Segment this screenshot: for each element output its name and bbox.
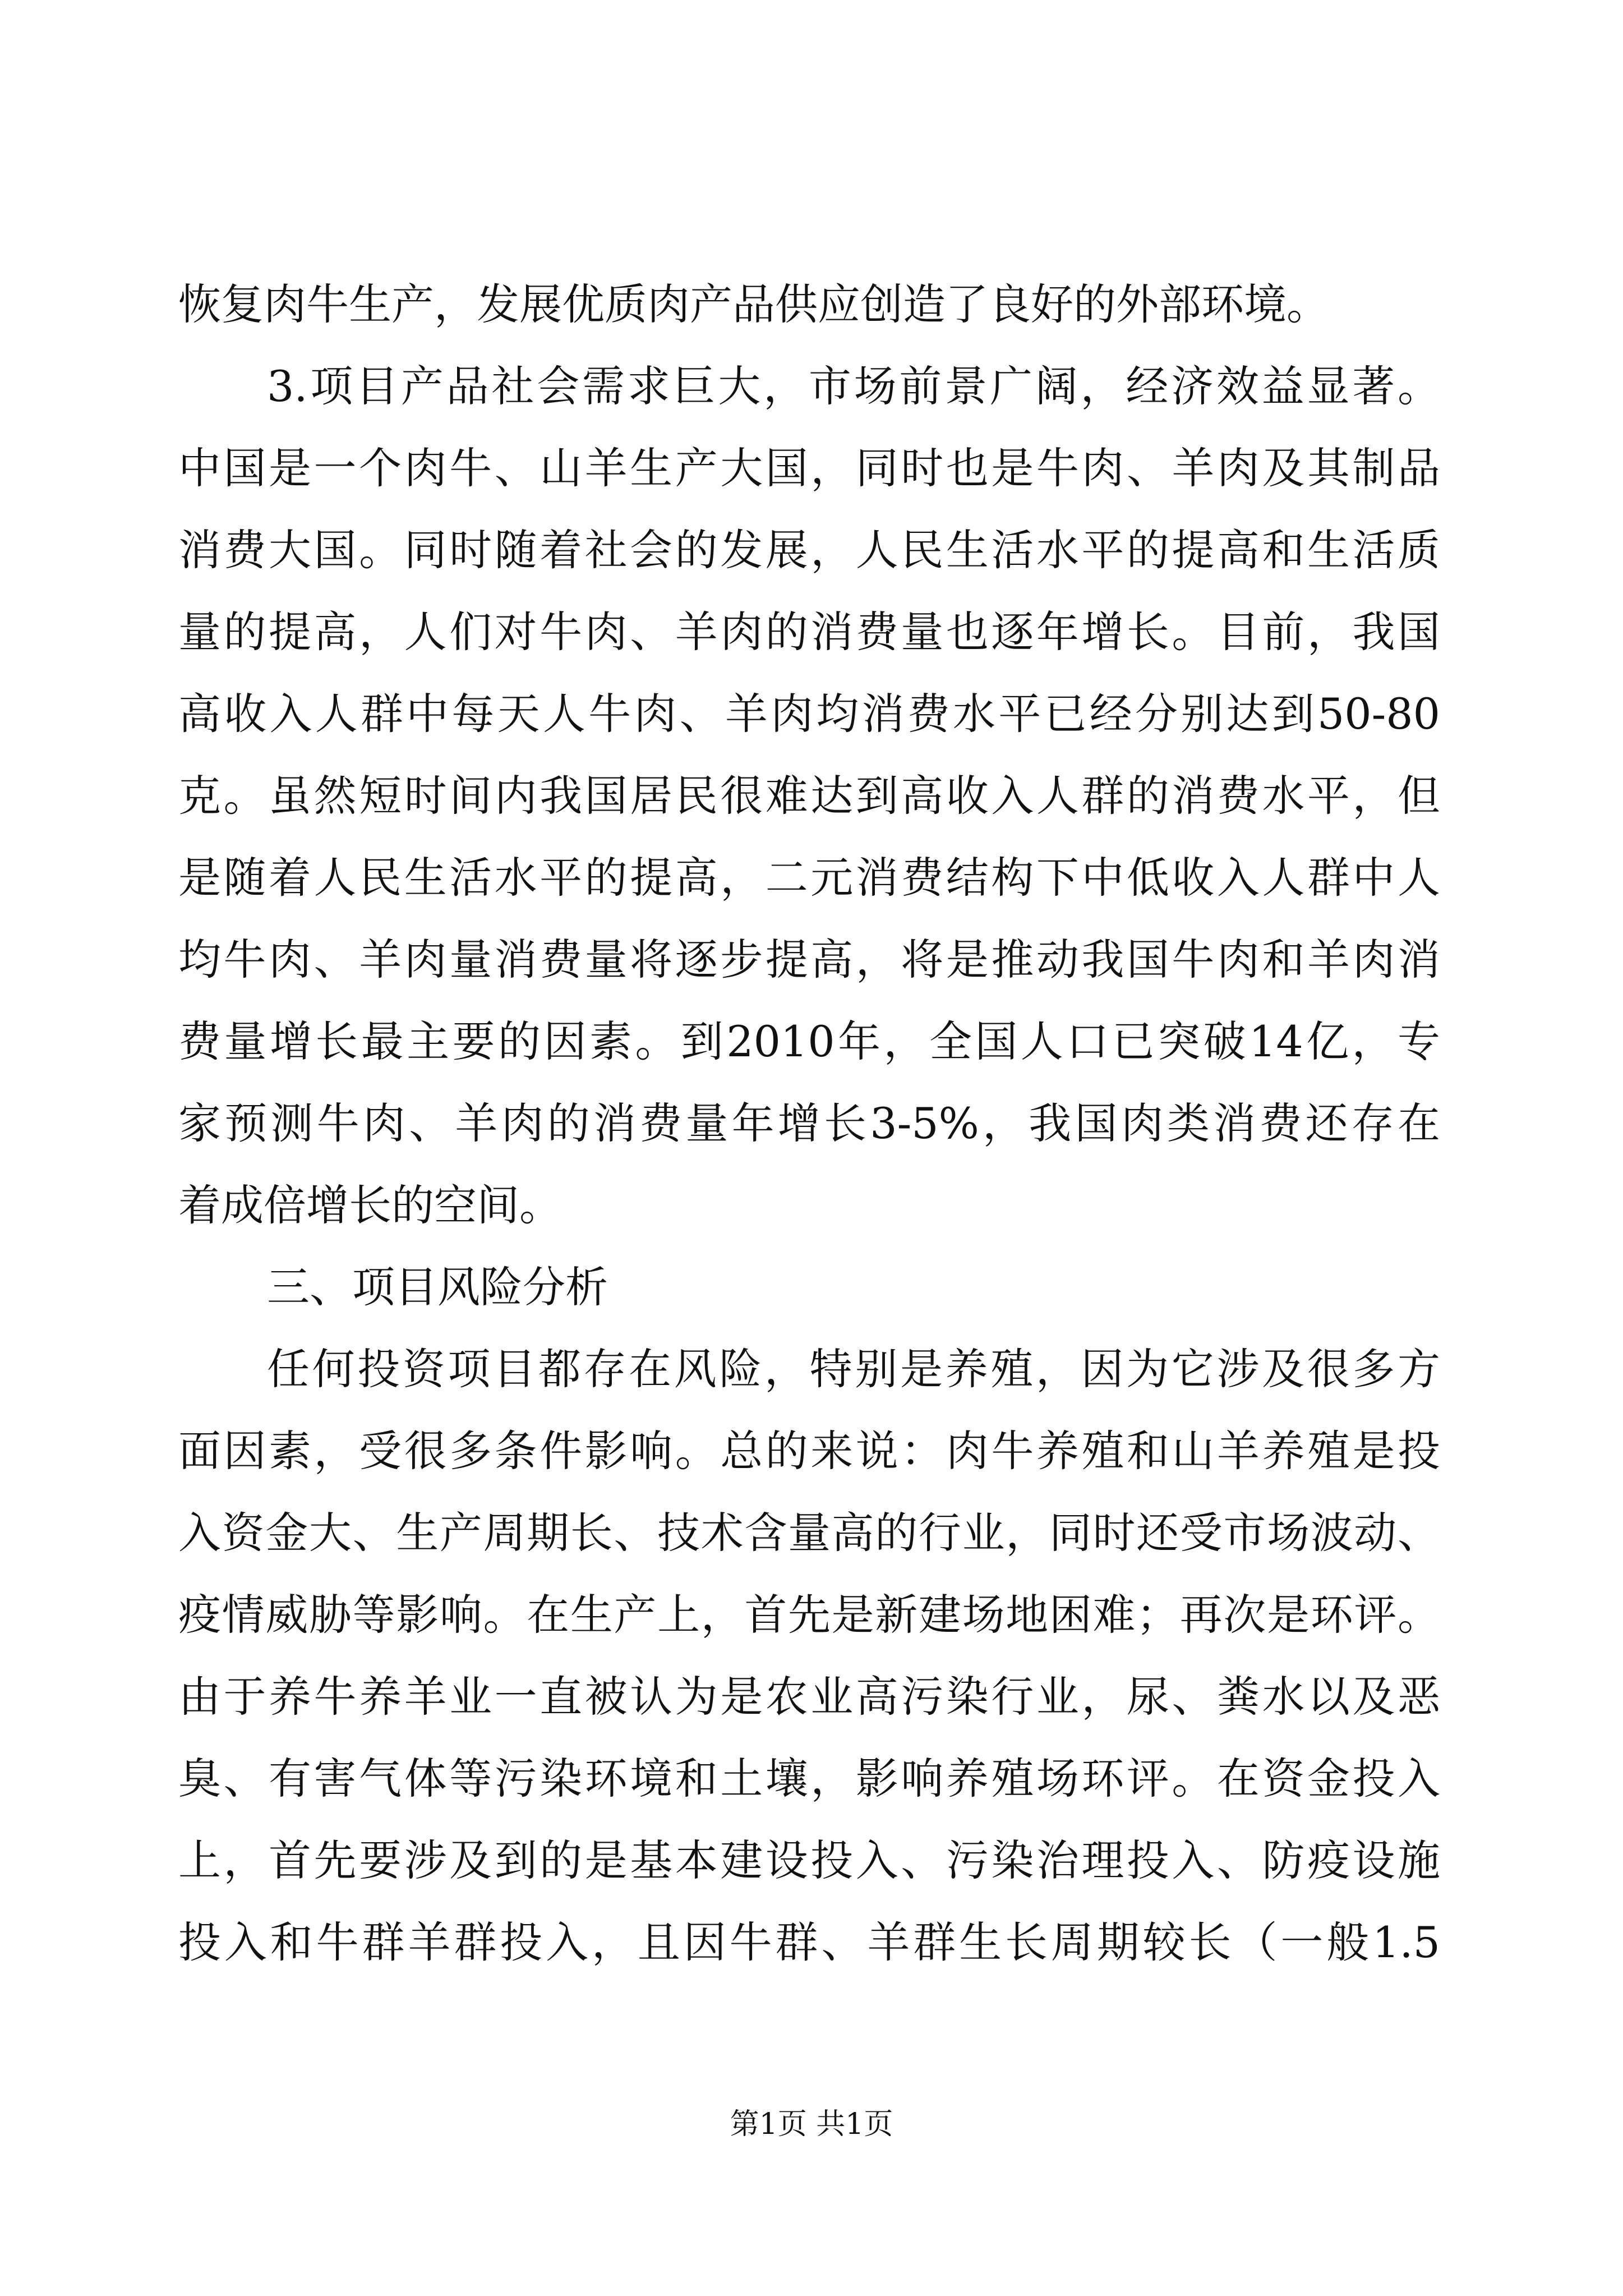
body-text [178,264,1440,1984]
text-line: 是随着人民生活水平的提高，二元消费结构下中低收入人群中人 [178,853,1440,903]
text-line: 均牛肉、羊肉量消费量将逐步提高，将是推动我国牛肉和羊肉消 [178,935,1440,984]
text-line: 投入和牛群羊群投入，且因牛群、羊群生长周期较长（一般1.5 [178,1917,1440,1967]
text-line: 恢复肉牛生产，发展优质肉产品供应创造了良好的外部环境。 [178,279,1329,329]
page-footer [0,2105,1623,2144]
text-line: 着成倍增长的空间。 [178,1180,562,1230]
text-line: 3.项目产品社会需求巨大，市场前景广阔，经济效益显著。 [267,361,1440,411]
text-line: 高收入人群中每天人牛肉、羊肉均消费水平已经分别达到50-80 [178,689,1440,739]
text-line: 家预测牛肉、羊肉的消费量年增长3-5%，我国肉类消费还存在 [178,1098,1440,1148]
text-line: 费量增长最主要的因素。到2010年，全国人口已突破14亿，专 [178,1016,1440,1066]
text-line: 面因素，受很多条件影响。总的来说：肉牛养殖和山羊养殖是投 [178,1426,1440,1476]
text-line: 量的提高，人们对牛肉、羊肉的消费量也逐年增长。目前，我国 [178,607,1440,657]
text-line: 任何投资项目都存在风险，特别是养殖，因为它涉及很多方 [267,1344,1440,1394]
page-number-label: 第1页 共1页 [730,2108,893,2141]
text-line: 疫情威胁等影响。在生产上，首先是新建场地困难；再次是环评。 [178,1590,1440,1640]
text-line: 克。虽然短时间内我国居民很难达到高收入人群的消费水平，但 [178,771,1440,821]
text-line: 消费大国。同时随着社会的发展，人民生活水平的提高和生活质 [178,525,1440,575]
text-line: 由于养牛养羊业一直被认为是农业高污染行业，尿、粪水以及恶 [178,1672,1440,1722]
text-line: 中国是一个肉牛、山羊生产大国，同时也是牛肉、羊肉及其制品 [178,443,1440,493]
text-line: 入资金大、生产周期长、技术含量高的行业，同时还受市场波动、 [178,1508,1440,1558]
section-heading: 三、项目风险分析 [267,1262,608,1312]
text-line: 臭、有害气体等污染环境和土壤，影响养殖场环评。在资金投入 [178,1754,1440,1803]
text-line: 上，首先要涉及到的是基本建设投入、污染治理投入、防疫设施 [178,1835,1440,1885]
